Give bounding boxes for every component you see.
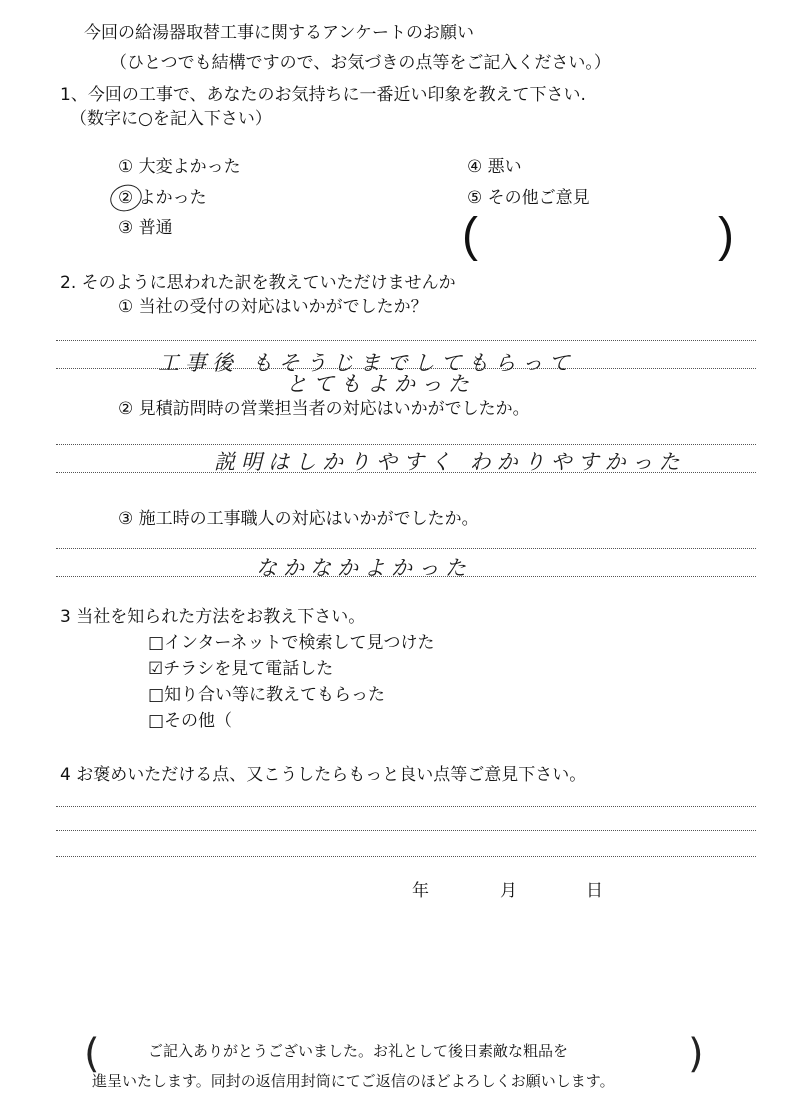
option-number: ① — [118, 157, 134, 177]
q2-heading: 2. そのように思われた訳を教えていただけませんか — [60, 273, 456, 293]
option-number: ④ — [467, 157, 483, 177]
answer-line — [56, 856, 756, 857]
other-open-paren: ( — [462, 209, 478, 262]
footer-line-2: 進呈いたします。同封の返信用封筒にてご返信のほどよろしくお願いします。 — [92, 1072, 615, 1090]
form-title: 今回の給湯器取替工事に関するアンケートのお願い — [84, 23, 474, 43]
checkbox-empty: □ — [148, 685, 165, 705]
date-year-label: 年 — [412, 881, 429, 901]
other-close-paren: ) — [718, 209, 734, 262]
q3-option-4[interactable] — [148, 710, 232, 732]
checkbox-empty: □ — [148, 711, 165, 731]
q3-option-3[interactable] — [148, 684, 385, 706]
option-label: その他（ — [164, 711, 233, 731]
q2-sub-1-answer-line1[interactable]: 工事後 もそうじまでしてもらって — [158, 351, 576, 375]
option-label: 普通 — [138, 218, 173, 238]
q2-sub-2-answer[interactable]: 説明はしかりやすく わかりやすかった — [214, 450, 686, 474]
footer-open-bracket: ( — [84, 1031, 100, 1077]
q2-sub-3-answer[interactable]: なかなかよかった — [256, 556, 472, 580]
option-label: インターネットで検索して見つけた — [164, 633, 435, 653]
hand-drawn-circle-mark — [107, 181, 145, 216]
answer-line — [56, 830, 756, 831]
answer-line — [56, 548, 756, 549]
option-number: ② — [118, 188, 134, 208]
option-number: ⑤ — [467, 188, 483, 208]
answer-line — [56, 340, 756, 341]
q1-option-1[interactable] — [118, 156, 241, 178]
q1-option-5[interactable] — [467, 187, 590, 209]
checkbox-empty: □ — [148, 633, 165, 653]
checkbox-checked: ☑ — [148, 659, 164, 679]
q1-option-4[interactable] — [467, 156, 522, 178]
footer-line-1: ご記入ありがとうございました。お礼として後日素敵な粗品を — [148, 1042, 569, 1060]
date-month-label: 月 — [500, 881, 517, 901]
q2-sub-3-label: ③ 施工時の工事職人の対応はいかがでしたか。 — [118, 509, 479, 529]
date-day-label: 日 — [586, 881, 603, 901]
q3-heading: 3 当社を知られた方法をお教え下さい。 — [60, 607, 366, 627]
option-number: ③ — [118, 218, 134, 238]
option-label: その他ご意見 — [487, 188, 590, 208]
answer-line — [56, 576, 756, 577]
answer-line — [56, 806, 756, 807]
q2-sub-2-label: ② 見積訪問時の営業担当者の対応はいかがでしたか。 — [118, 399, 530, 419]
option-label: 知り合い等に教えてもらった — [164, 685, 386, 705]
q3-option-2[interactable] — [148, 658, 333, 680]
option-label: 大変よかった — [138, 157, 241, 177]
q1-option-3[interactable] — [118, 217, 173, 239]
option-label: よかった — [138, 188, 207, 208]
option-label: チラシを見て電話した — [163, 659, 334, 679]
q1-heading: 1、今回の工事で、あなたのお気持ちに一番近い印象を教えて下さい. — [60, 85, 586, 105]
q4-heading: 4 お褒めいただける点、又こうしたらもっと良い点等ご意見下さい。 — [60, 765, 587, 785]
footer-close-bracket: ) — [688, 1031, 704, 1077]
q3-option-1[interactable] — [148, 632, 435, 654]
q2-sub-1-label: ① 当社の受付の対応はいかがでしたか？ — [118, 297, 428, 317]
q2-sub-1-answer-line2[interactable]: とてもよかった — [286, 372, 475, 396]
q1-note: （数字に○を記入下さい） — [70, 109, 272, 129]
option-label: 悪い — [487, 157, 522, 177]
form-subtitle: （ひとつでも結構ですので、お気づきの点等をご記入ください。） — [110, 53, 611, 73]
answer-line — [56, 444, 756, 445]
answer-line — [56, 472, 756, 473]
